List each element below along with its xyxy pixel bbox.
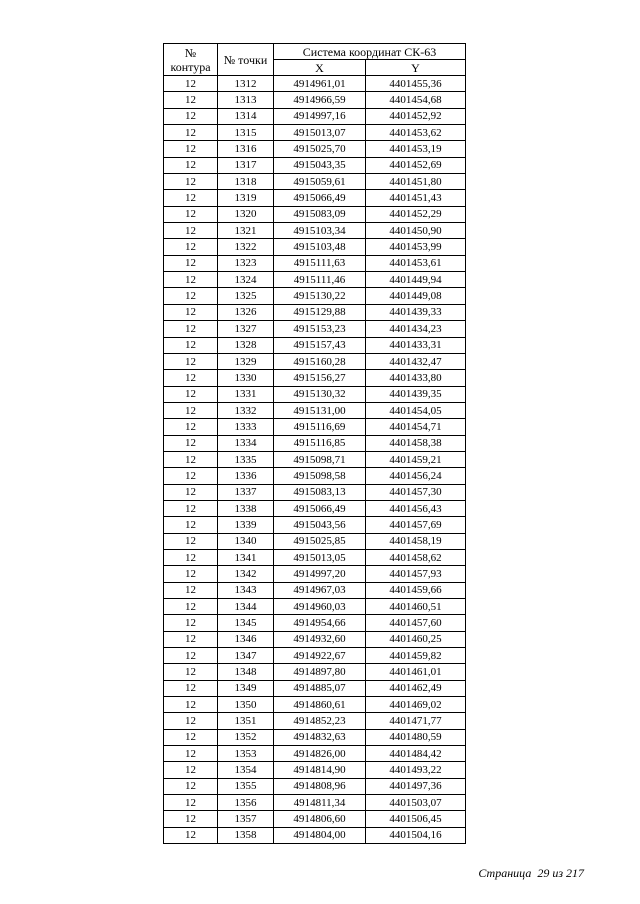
cell-x: 4914808,96 [274, 778, 366, 794]
cell-x: 4915160,28 [274, 353, 366, 369]
cell-y: 4401439,33 [366, 304, 466, 320]
cell-x: 4914852,23 [274, 713, 366, 729]
cell-y: 4401432,47 [366, 353, 466, 369]
cell-y: 4401449,08 [366, 288, 466, 304]
table-row [164, 582, 466, 598]
cell-x: 4915013,05 [274, 549, 366, 565]
table-row [164, 288, 466, 304]
cell-x: 4914885,07 [274, 680, 366, 696]
cell-x: 4915059,61 [274, 174, 366, 190]
cell-point: 1323 [218, 255, 274, 271]
cell-point: 1347 [218, 648, 274, 664]
cell-contour: 12 [164, 533, 218, 549]
table-row [164, 419, 466, 435]
cell-x: 4914832,63 [274, 729, 366, 745]
cell-contour: 12 [164, 255, 218, 271]
table-row [164, 108, 466, 124]
page-number: Страница 29 из 217 [478, 866, 584, 880]
cell-x: 4915066,49 [274, 500, 366, 516]
table-row [164, 697, 466, 713]
cell-y: 4401457,30 [366, 484, 466, 500]
header-contour-number: № контура [164, 44, 218, 76]
cell-point: 1314 [218, 108, 274, 124]
table-row [164, 648, 466, 664]
cell-contour: 12 [164, 157, 218, 173]
cell-y: 4401457,60 [366, 615, 466, 631]
table-row [164, 729, 466, 745]
table-row [164, 141, 466, 157]
cell-point: 1312 [218, 76, 274, 92]
cell-x: 4915116,85 [274, 435, 366, 451]
cell-x: 4914811,34 [274, 795, 366, 811]
cell-y: 4401506,45 [366, 811, 466, 827]
table-row [164, 468, 466, 484]
cell-y: 4401453,62 [366, 125, 466, 141]
cell-x: 4914961,01 [274, 76, 366, 92]
cell-contour: 12 [164, 386, 218, 402]
cell-point: 1358 [218, 827, 274, 843]
cell-y: 4401450,90 [366, 223, 466, 239]
cell-x: 4915129,88 [274, 304, 366, 320]
cell-contour: 12 [164, 468, 218, 484]
cell-contour: 12 [164, 190, 218, 206]
cell-point: 1325 [218, 288, 274, 304]
cell-contour: 12 [164, 615, 218, 631]
cell-y: 4401456,24 [366, 468, 466, 484]
table-row [164, 386, 466, 402]
cell-point: 1345 [218, 615, 274, 631]
cell-x: 4914932,60 [274, 631, 366, 647]
cell-point: 1336 [218, 468, 274, 484]
cell-y: 4401459,82 [366, 648, 466, 664]
cell-x: 4914967,03 [274, 582, 366, 598]
coordinates-table [163, 43, 466, 844]
cell-y: 4401449,94 [366, 272, 466, 288]
cell-point: 1322 [218, 239, 274, 255]
cell-point: 1328 [218, 337, 274, 353]
cell-point: 1354 [218, 762, 274, 778]
cell-y: 4401452,69 [366, 157, 466, 173]
cell-contour: 12 [164, 566, 218, 582]
cell-point: 1339 [218, 517, 274, 533]
cell-x: 4915111,46 [274, 272, 366, 288]
cell-x: 4915116,69 [274, 419, 366, 435]
cell-contour: 12 [164, 76, 218, 92]
cell-contour: 12 [164, 321, 218, 337]
cell-point: 1329 [218, 353, 274, 369]
cell-contour: 12 [164, 484, 218, 500]
header-y: Y [366, 60, 466, 76]
table-row [164, 206, 466, 222]
cell-point: 1318 [218, 174, 274, 190]
table-row [164, 549, 466, 565]
cell-y: 4401457,69 [366, 517, 466, 533]
cell-contour: 12 [164, 549, 218, 565]
cell-y: 4401471,77 [366, 713, 466, 729]
cell-contour: 12 [164, 680, 218, 696]
cell-x: 4915098,71 [274, 451, 366, 467]
cell-point: 1327 [218, 321, 274, 337]
table-row [164, 811, 466, 827]
cell-y: 4401454,05 [366, 402, 466, 418]
cell-y: 4401458,62 [366, 549, 466, 565]
table-header [164, 44, 466, 76]
table-row [164, 76, 466, 92]
cell-y: 4401504,16 [366, 827, 466, 843]
cell-point: 1342 [218, 566, 274, 582]
cell-point: 1333 [218, 419, 274, 435]
cell-x: 4914966,59 [274, 92, 366, 108]
cell-x: 4915131,00 [274, 402, 366, 418]
cell-point: 1332 [218, 402, 274, 418]
cell-contour: 12 [164, 402, 218, 418]
cell-y: 4401452,29 [366, 206, 466, 222]
cell-y: 4401458,19 [366, 533, 466, 549]
cell-y: 4401469,02 [366, 697, 466, 713]
cell-y: 4401454,71 [366, 419, 466, 435]
table-row [164, 746, 466, 762]
table-row [164, 827, 466, 843]
cell-y: 4401433,31 [366, 337, 466, 353]
cell-y: 4401453,61 [366, 255, 466, 271]
cell-contour: 12 [164, 582, 218, 598]
table-row [164, 795, 466, 811]
cell-contour: 12 [164, 92, 218, 108]
cell-x: 4914860,61 [274, 697, 366, 713]
table-row [164, 125, 466, 141]
cell-x: 4915066,49 [274, 190, 366, 206]
cell-x: 4914922,67 [274, 648, 366, 664]
table-row [164, 370, 466, 386]
cell-contour: 12 [164, 664, 218, 680]
cell-y: 4401461,01 [366, 664, 466, 680]
table-row [164, 223, 466, 239]
cell-y: 4401455,36 [366, 76, 466, 92]
cell-contour: 12 [164, 435, 218, 451]
table-row [164, 321, 466, 337]
cell-point: 1350 [218, 697, 274, 713]
cell-contour: 12 [164, 778, 218, 794]
cell-x: 4914804,00 [274, 827, 366, 843]
cell-contour: 12 [164, 337, 218, 353]
cell-contour: 12 [164, 419, 218, 435]
table-row [164, 533, 466, 549]
cell-y: 4401453,19 [366, 141, 466, 157]
cell-y: 4401503,07 [366, 795, 466, 811]
cell-y: 4401433,80 [366, 370, 466, 386]
cell-x: 4914997,20 [274, 566, 366, 582]
cell-x: 4915103,34 [274, 223, 366, 239]
cell-x: 4915025,85 [274, 533, 366, 549]
cell-point: 1346 [218, 631, 274, 647]
cell-point: 1320 [218, 206, 274, 222]
cell-y: 4401457,93 [366, 566, 466, 582]
table-row [164, 713, 466, 729]
table-row [164, 762, 466, 778]
cell-y: 4401484,42 [366, 746, 466, 762]
cell-point: 1356 [218, 795, 274, 811]
cell-point: 1353 [218, 746, 274, 762]
table-row [164, 157, 466, 173]
cell-point: 1341 [218, 549, 274, 565]
cell-point: 1321 [218, 223, 274, 239]
table-row [164, 402, 466, 418]
table-row [164, 92, 466, 108]
cell-point: 1340 [218, 533, 274, 549]
cell-y: 4401458,38 [366, 435, 466, 451]
cell-contour: 12 [164, 272, 218, 288]
cell-y: 4401459,66 [366, 582, 466, 598]
table-row [164, 566, 466, 582]
table-body [164, 76, 466, 844]
cell-contour: 12 [164, 631, 218, 647]
cell-contour: 12 [164, 648, 218, 664]
cell-y: 4401439,35 [366, 386, 466, 402]
cell-contour: 12 [164, 288, 218, 304]
cell-point: 1357 [218, 811, 274, 827]
cell-contour: 12 [164, 746, 218, 762]
cell-point: 1351 [218, 713, 274, 729]
cell-point: 1334 [218, 435, 274, 451]
cell-contour: 12 [164, 141, 218, 157]
cell-y: 4401453,99 [366, 239, 466, 255]
cell-contour: 12 [164, 811, 218, 827]
cell-contour: 12 [164, 795, 218, 811]
cell-x: 4915103,48 [274, 239, 366, 255]
cell-point: 1317 [218, 157, 274, 173]
cell-x: 4914954,66 [274, 615, 366, 631]
cell-y: 4401434,23 [366, 321, 466, 337]
table-row [164, 337, 466, 353]
cell-x: 4915043,56 [274, 517, 366, 533]
cell-contour: 12 [164, 729, 218, 745]
cell-point: 1319 [218, 190, 274, 206]
table-row [164, 451, 466, 467]
cell-y: 4401456,43 [366, 500, 466, 516]
table-row [164, 778, 466, 794]
cell-x: 4914997,16 [274, 108, 366, 124]
cell-point: 1331 [218, 386, 274, 402]
table-row [164, 174, 466, 190]
cell-contour: 12 [164, 713, 218, 729]
cell-y: 4401452,92 [366, 108, 466, 124]
cell-x: 4914826,00 [274, 746, 366, 762]
cell-x: 4915013,07 [274, 125, 366, 141]
cell-contour: 12 [164, 125, 218, 141]
table-row [164, 500, 466, 516]
cell-y: 4401497,36 [366, 778, 466, 794]
cell-y: 4401454,68 [366, 92, 466, 108]
cell-y: 4401460,25 [366, 631, 466, 647]
cell-y: 4401460,51 [366, 599, 466, 615]
cell-x: 4914960,03 [274, 599, 366, 615]
cell-y: 4401451,80 [366, 174, 466, 190]
cell-point: 1335 [218, 451, 274, 467]
cell-contour: 12 [164, 451, 218, 467]
cell-x: 4915083,13 [274, 484, 366, 500]
cell-y: 4401493,22 [366, 762, 466, 778]
table-row [164, 353, 466, 369]
cell-x: 4915153,23 [274, 321, 366, 337]
table-row [164, 615, 466, 631]
table-row [164, 255, 466, 271]
table-row [164, 304, 466, 320]
table-row [164, 484, 466, 500]
cell-point: 1338 [218, 500, 274, 516]
cell-contour: 12 [164, 697, 218, 713]
cell-x: 4915098,58 [274, 468, 366, 484]
cell-point: 1344 [218, 599, 274, 615]
cell-contour: 12 [164, 762, 218, 778]
table-row [164, 664, 466, 680]
cell-contour: 12 [164, 500, 218, 516]
cell-y: 4401459,21 [366, 451, 466, 467]
cell-point: 1349 [218, 680, 274, 696]
cell-y: 4401480,59 [366, 729, 466, 745]
cell-x: 4915157,43 [274, 337, 366, 353]
cell-x: 4915130,22 [274, 288, 366, 304]
table-row [164, 680, 466, 696]
cell-x: 4914897,80 [274, 664, 366, 680]
cell-point: 1343 [218, 582, 274, 598]
cell-contour: 12 [164, 223, 218, 239]
cell-contour: 12 [164, 206, 218, 222]
cell-point: 1355 [218, 778, 274, 794]
cell-point: 1315 [218, 125, 274, 141]
table-row [164, 599, 466, 615]
table-row [164, 190, 466, 206]
cell-contour: 12 [164, 599, 218, 615]
cell-point: 1348 [218, 664, 274, 680]
cell-contour: 12 [164, 827, 218, 843]
cell-x: 4915025,70 [274, 141, 366, 157]
cell-x: 4915043,35 [274, 157, 366, 173]
cell-point: 1330 [218, 370, 274, 386]
cell-contour: 12 [164, 517, 218, 533]
cell-x: 4915111,63 [274, 255, 366, 271]
cell-x: 4915130,32 [274, 386, 366, 402]
cell-x: 4914814,90 [274, 762, 366, 778]
cell-contour: 12 [164, 239, 218, 255]
header-coordinate-system: Система координат СК-63 [274, 44, 466, 60]
header-x: X [274, 60, 366, 76]
cell-y: 4401462,49 [366, 680, 466, 696]
table-row [164, 517, 466, 533]
table-row [164, 272, 466, 288]
cell-x: 4914806,60 [274, 811, 366, 827]
cell-point: 1337 [218, 484, 274, 500]
cell-contour: 12 [164, 108, 218, 124]
table-row [164, 239, 466, 255]
cell-contour: 12 [164, 353, 218, 369]
cell-contour: 12 [164, 370, 218, 386]
cell-y: 4401451,43 [366, 190, 466, 206]
cell-point: 1324 [218, 272, 274, 288]
cell-contour: 12 [164, 304, 218, 320]
cell-point: 1316 [218, 141, 274, 157]
table-row [164, 435, 466, 451]
header-point-number: № точки [218, 44, 274, 76]
cell-x: 4915083,09 [274, 206, 366, 222]
cell-contour: 12 [164, 174, 218, 190]
cell-point: 1326 [218, 304, 274, 320]
cell-point: 1313 [218, 92, 274, 108]
cell-x: 4915156,27 [274, 370, 366, 386]
table-row [164, 631, 466, 647]
cell-point: 1352 [218, 729, 274, 745]
